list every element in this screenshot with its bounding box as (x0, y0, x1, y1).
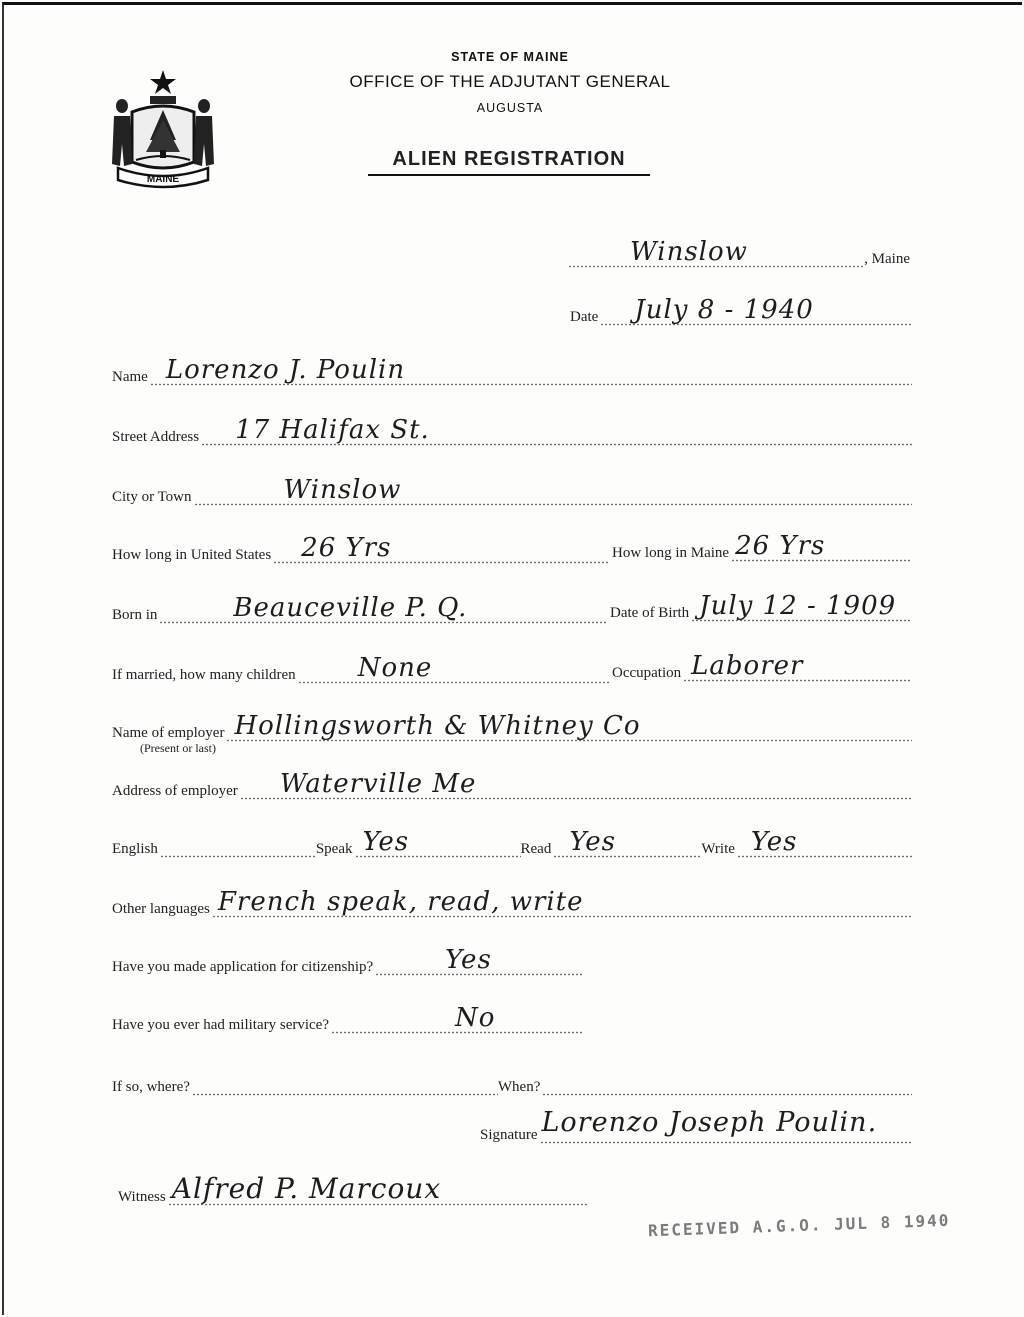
write-field[interactable] (737, 827, 912, 858)
occupation-field[interactable] (683, 651, 912, 682)
employer-value: Hollingsworth & Whitney Co (234, 711, 641, 741)
children-label: If married, how many children (112, 667, 296, 683)
where-row (112, 1076, 912, 1096)
military-field[interactable] (331, 1003, 582, 1034)
name-value: Lorenzo J. Poulin (165, 355, 406, 385)
read-label: Read (520, 841, 552, 857)
born-field[interactable] (159, 593, 608, 624)
street-row (112, 415, 912, 446)
seal-ribbon-text: MAINE (146, 174, 180, 185)
city-row (112, 475, 912, 506)
date-value: July 8 - 1940 (634, 295, 814, 325)
speak-label: Speak (315, 841, 353, 857)
employer-label-text: Name of employer (112, 725, 225, 741)
maine-state-seal-icon (110, 64, 216, 192)
speak-field[interactable] (355, 827, 521, 858)
employer-row (112, 711, 912, 755)
english-label: English (112, 841, 158, 857)
citizenship-value: Yes (445, 945, 492, 975)
street-value: 17 Halifax St. (235, 415, 430, 445)
employer-field[interactable] (226, 711, 912, 742)
military-row (112, 1003, 582, 1034)
witness-field[interactable] (168, 1172, 588, 1206)
street-field[interactable] (201, 415, 912, 446)
street-label: Street Address (112, 429, 200, 445)
when-field[interactable] (542, 1076, 912, 1096)
employer-address-field[interactable] (240, 769, 912, 800)
citizenship-field[interactable] (375, 945, 582, 976)
english-spacer (160, 838, 316, 858)
signature-row (480, 1107, 912, 1144)
military-label: Have you ever had military service? (112, 1017, 329, 1033)
place-row (568, 237, 912, 268)
signature-label: Signature (480, 1127, 538, 1143)
occupation-row (612, 651, 912, 682)
english-row (112, 827, 912, 858)
city-value: Winslow (283, 475, 402, 505)
where-label: If so, where? (112, 1079, 190, 1095)
citizenship-row (112, 945, 582, 976)
other-languages-label: Other languages (112, 901, 210, 917)
where-field[interactable] (192, 1076, 498, 1096)
employer-sublabel: (Present or last) (140, 741, 216, 755)
maine-duration-field[interactable] (731, 531, 912, 562)
read-field[interactable] (553, 827, 701, 858)
occupation-value: Laborer (691, 651, 804, 681)
date-row (570, 295, 912, 326)
dob-label: Date of Birth (610, 605, 690, 621)
citizenship-label: Have you made application for citizenship? (112, 959, 374, 975)
city-field[interactable] (194, 475, 912, 506)
maine-duration-row (612, 531, 912, 562)
form-title: ALIEN REGISTRATION (368, 148, 650, 176)
other-languages-row (112, 887, 912, 918)
header-state: STATE OF MAINE (451, 50, 569, 64)
header-city: AUGUSTA (476, 101, 544, 115)
occupation-label: Occupation (612, 665, 682, 681)
write-value: Yes (750, 827, 798, 857)
employer-address-label: Address of employer (112, 783, 238, 799)
other-languages-field[interactable] (212, 887, 912, 918)
name-row (112, 355, 912, 386)
place-field[interactable] (568, 237, 864, 268)
other-languages-value: French speak, read, write (217, 887, 584, 917)
dob-row (610, 591, 912, 622)
employer-address-row (112, 769, 912, 800)
children-value: None (357, 653, 433, 683)
speak-value: Yes (362, 827, 410, 857)
born-row (112, 593, 608, 624)
header-office: OFFICE OF THE ADJUTANT GENERAL (349, 72, 671, 91)
city-label: City or Town (112, 489, 192, 505)
name-field[interactable] (150, 355, 912, 386)
place-suffix: , Maine (864, 251, 910, 267)
children-field[interactable] (298, 653, 610, 684)
place-value: Winslow (630, 237, 748, 267)
dob-field[interactable] (691, 591, 912, 622)
employer-address-value: Waterville Me (279, 769, 477, 799)
born-label: Born in (112, 607, 158, 623)
born-value: Beauceville P. Q. (233, 593, 468, 623)
us-duration-label: How long in United States (112, 547, 272, 563)
maine-duration-label: How long in Maine (612, 545, 730, 561)
write-label: Write (701, 841, 735, 857)
us-duration-value: 26 Yrs (301, 533, 392, 563)
witness-value: Alfred P. Marcoux (171, 1172, 442, 1205)
dob-value: July 12 - 1909 (699, 591, 897, 621)
witness-label: Witness (118, 1189, 166, 1205)
when-label: When? (497, 1079, 541, 1095)
received-stamp: RECEIVED A.G.O. JUL 8 1940 (647, 1210, 951, 1241)
date-field[interactable] (600, 295, 912, 326)
signature-value: Lorenzo Joseph Poulin. (541, 1107, 878, 1138)
witness-row (118, 1172, 588, 1206)
maine-duration-value: 26 Yrs (735, 531, 826, 561)
military-value: No (455, 1003, 496, 1033)
us-duration-field[interactable] (273, 533, 610, 564)
name-label: Name (112, 369, 148, 385)
read-value: Yes (569, 827, 616, 857)
children-row (112, 653, 610, 684)
date-label: Date (570, 309, 599, 325)
employer-label (112, 725, 226, 755)
signature-field[interactable] (540, 1107, 913, 1144)
us-duration-row (112, 533, 610, 564)
